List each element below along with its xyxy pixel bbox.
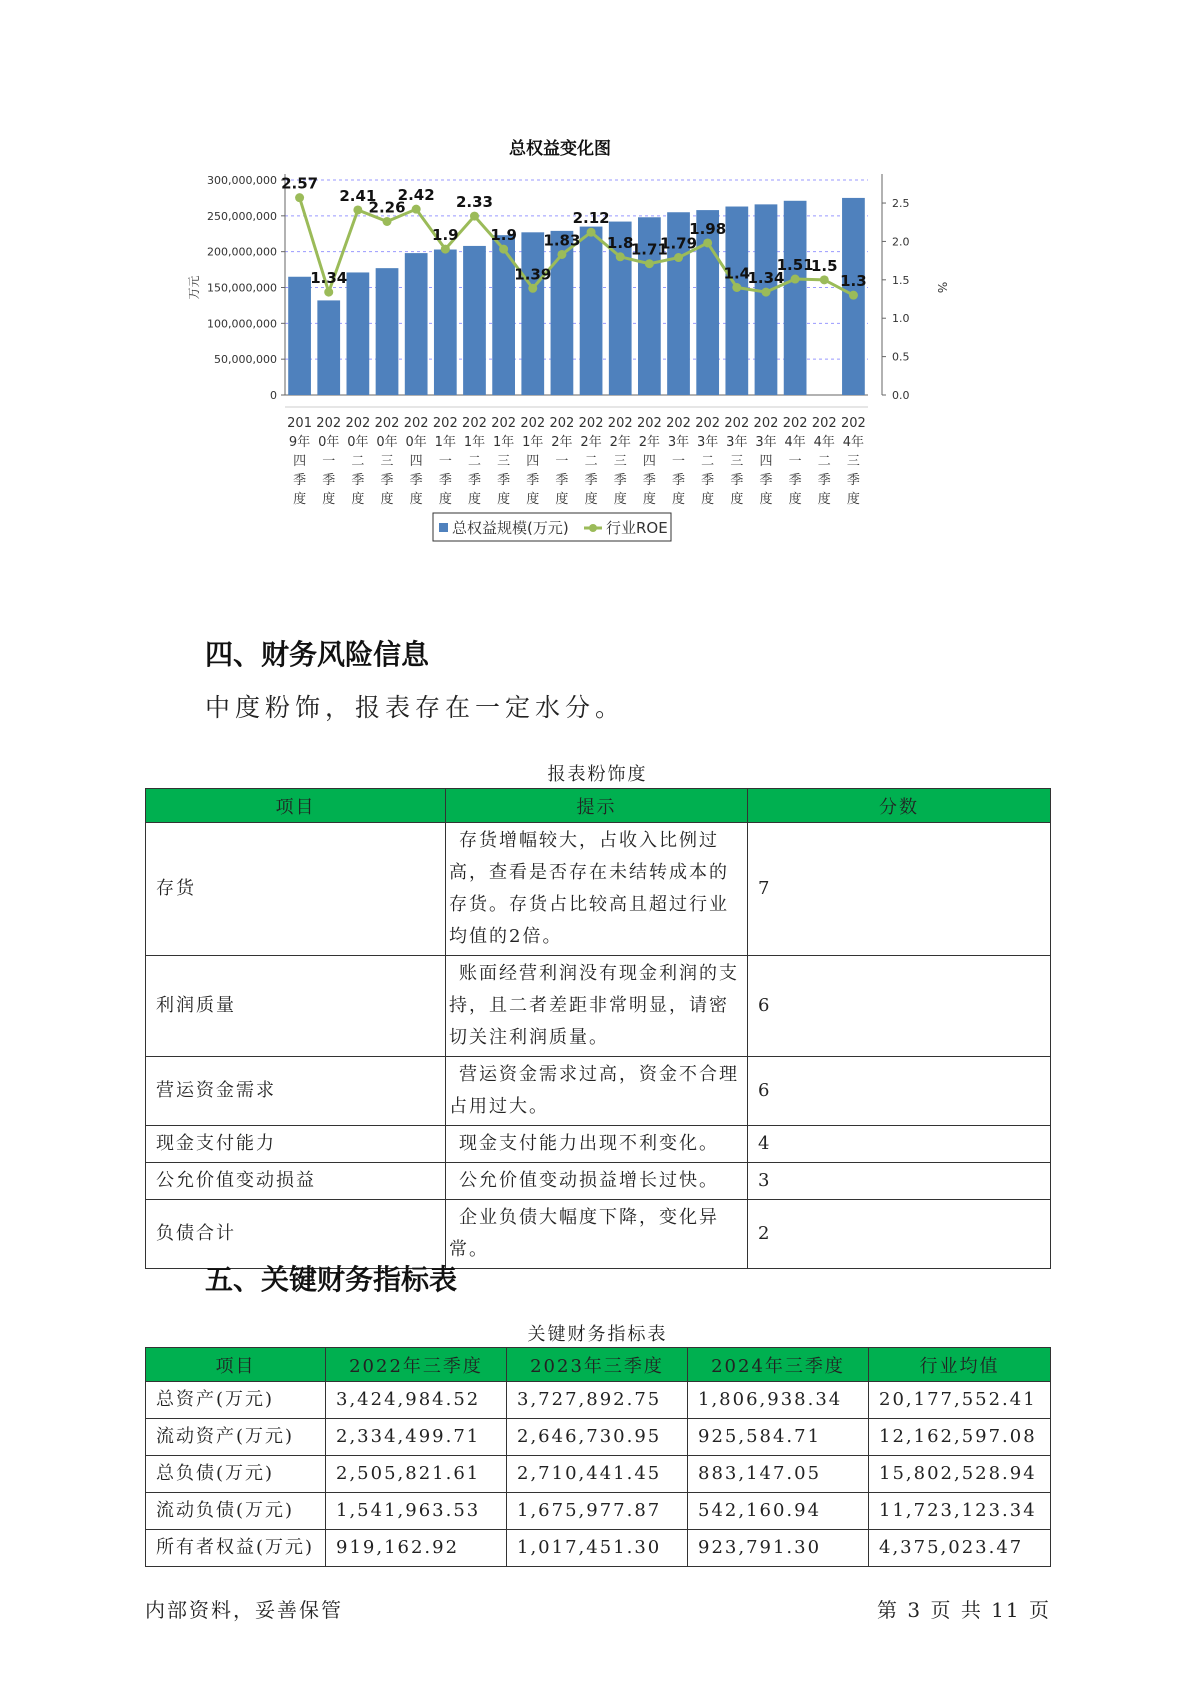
bar [376, 268, 399, 395]
roe-data-label: 1.9 [432, 226, 459, 245]
x-tick-label: 0年 [347, 435, 369, 450]
equity-chart-svg [170, 130, 950, 600]
x-tick-label: 一 [322, 454, 336, 469]
x-tick-label: 季 [380, 473, 394, 488]
risk-score: 2 [748, 1200, 1051, 1269]
risk-table-caption: 报表粉饰度 [547, 764, 648, 785]
x-tick-label: 二 [467, 454, 481, 469]
left-tick-label: 200,000,000 [207, 245, 277, 259]
risk-table-header [146, 789, 1051, 823]
x-tick-label: 2年 [580, 435, 602, 450]
bar [405, 253, 428, 395]
roe-point [820, 275, 829, 284]
bar [521, 232, 544, 395]
x-tick-label: 度 [322, 492, 336, 507]
x-tick-label: 3年 [755, 435, 777, 450]
bar [347, 272, 370, 395]
x-tick-label: 度 [380, 492, 394, 507]
kpi-2022: 919,162.92 [326, 1530, 507, 1567]
legend-bar-swatch [439, 523, 448, 532]
x-tick-label: 四 [526, 454, 540, 469]
roe-point [528, 284, 537, 293]
table-row [146, 1419, 1051, 1456]
x-tick-label: 一 [438, 454, 452, 469]
kpi-2024: 925,584.71 [688, 1419, 869, 1456]
right-tick-label: 2.5 [892, 197, 910, 211]
x-tick-label: 季 [846, 473, 860, 488]
roe-data-label: 1.83 [543, 231, 581, 250]
x-tick-label: 4年 [784, 435, 806, 450]
risk-item: 现金支付能力 [146, 1126, 446, 1163]
roe-data-label: 1.39 [514, 265, 552, 284]
roe-point [791, 275, 800, 284]
x-tick-label: 202 [345, 416, 371, 431]
bar [434, 250, 457, 395]
kpi-avg: 11,723,123.34 [869, 1493, 1051, 1530]
roe-data-label: 1.9 [490, 226, 517, 245]
x-tick-label: 度 [409, 492, 423, 507]
table-row [146, 1382, 1051, 1419]
x-tick-label: 季 [467, 473, 481, 488]
bar [463, 246, 486, 395]
roe-data-label: 1.79 [660, 234, 698, 253]
roe-point [616, 252, 625, 261]
roe-point [324, 288, 333, 297]
x-tick-label: 202 [403, 416, 429, 431]
header-score: 分数 [748, 789, 1051, 823]
x-tick-label: 季 [642, 473, 656, 488]
table-row [146, 1163, 1051, 1200]
risk-score: 6 [748, 1057, 1051, 1126]
left-axis-label: 万元 [187, 275, 201, 300]
x-tick-label: 2年 [609, 435, 631, 450]
x-tick-label: 0年 [405, 435, 427, 450]
x-tick-label: 度 [555, 492, 569, 507]
roe-data-label: 2.57 [281, 174, 319, 193]
x-tick-label: 2年 [551, 435, 573, 450]
risk-tip: 现金支付能力出现不利变化。 [446, 1126, 748, 1163]
x-tick-label: 季 [584, 473, 598, 488]
x-tick-label: 度 [817, 492, 831, 507]
roe-point [674, 253, 683, 262]
roe-data-label: 1.34 [747, 269, 785, 288]
x-tick-label: 度 [672, 492, 686, 507]
kpi-2024: 883,147.05 [688, 1456, 869, 1493]
x-tick-label: 三 [730, 454, 744, 469]
x-tick-label: 202 [811, 416, 837, 431]
x-tick-label: 202 [374, 416, 400, 431]
risk-score: 7 [748, 823, 1051, 956]
roe-data-label: 2.42 [397, 186, 435, 205]
x-tick-label: 二 [584, 454, 598, 469]
x-tick-label: 202 [578, 416, 604, 431]
kpi-item: 总资产(万元) [146, 1382, 326, 1419]
x-tick-label: 9年 [288, 435, 311, 450]
risk-score: 4 [748, 1126, 1051, 1163]
x-tick-label: 三 [613, 454, 627, 469]
roe-point [645, 259, 654, 268]
x-tick-label: 一 [555, 454, 569, 469]
x-tick-label: 度 [788, 492, 802, 507]
x-tick-label: 季 [817, 473, 831, 488]
kpi-avg: 20,177,552.41 [869, 1382, 1051, 1419]
right-tick-label: 1.5 [892, 273, 910, 287]
roe-data-label: 1.51 [776, 256, 814, 275]
x-tick-label: 3年 [697, 435, 719, 450]
x-tick-label: 1年 [492, 435, 515, 450]
table-row [146, 956, 1051, 1057]
roe-data-label: 1.8 [606, 233, 634, 252]
roe-point [383, 217, 392, 226]
bar [288, 277, 311, 395]
x-tick-label: 度 [526, 492, 540, 507]
x-tick-label: 二 [701, 454, 715, 469]
risk-note: 中度粉饰，报表存在一定水分。 [205, 693, 626, 722]
left-tick-label: 50,000,000 [214, 353, 277, 367]
x-tick-label: 2年 [638, 435, 661, 450]
kpi-item: 总负债(万元) [146, 1456, 326, 1493]
risk-score: 3 [748, 1163, 1051, 1200]
risk-item: 存货 [146, 823, 446, 956]
x-tick-label: 季 [497, 473, 511, 488]
risk-tip: 账面经营利润没有现金利润的支持，且二者差距非常明显，请密切关注利润质量。 [446, 956, 748, 1057]
right-axis-label: % [935, 281, 949, 294]
kpi-2023: 2,710,441.45 [507, 1456, 688, 1493]
x-tick-label: 度 [351, 492, 365, 507]
x-tick-label: 202 [636, 416, 662, 431]
legend-bar-label: 总权益规模(万元) [452, 519, 569, 537]
section4-title: 四、财务风险信息 [205, 638, 430, 671]
x-tick-label: 202 [316, 416, 342, 431]
chart-title: 总权益变化图 [509, 139, 611, 159]
footer-page-number: 第 3 页 共 11 页 [877, 1598, 1051, 1622]
table-row [146, 1530, 1051, 1567]
bar [580, 227, 603, 395]
kpi-table-caption: 关键财务指标表 [527, 1324, 668, 1345]
header-industry-avg: 行业均值 [869, 1348, 1051, 1382]
x-tick-label: 度 [701, 492, 715, 507]
risk-item: 负债合计 [146, 1200, 446, 1269]
x-tick-label: 季 [293, 473, 307, 488]
x-tick-label: 度 [497, 492, 511, 507]
roe-data-label: 1.71 [630, 240, 668, 259]
left-tick-label: 250,000,000 [207, 209, 277, 223]
x-tick-label: 202 [695, 416, 721, 431]
x-tick-label: 季 [613, 473, 627, 488]
risk-score: 6 [748, 956, 1051, 1057]
x-tick-label: 度 [467, 492, 481, 507]
left-tick-label: 150,000,000 [207, 281, 277, 295]
x-tick-label: 季 [730, 473, 744, 488]
x-tick-label: 202 [549, 416, 575, 431]
x-tick-label: 202 [607, 416, 633, 431]
x-tick-label: 二 [817, 454, 831, 469]
x-tick-label: 度 [730, 492, 744, 507]
x-tick-label: 202 [432, 416, 458, 431]
kpi-table-header [146, 1348, 1051, 1382]
table-row [146, 823, 1051, 956]
x-tick-label: 3年 [667, 435, 690, 450]
kpi-avg: 4,375,023.47 [869, 1530, 1051, 1567]
risk-item: 利润质量 [146, 956, 446, 1057]
x-tick-label: 202 [782, 416, 808, 431]
x-tick-label: 3年 [726, 435, 748, 450]
kpi-2023: 1,017,451.30 [507, 1530, 688, 1567]
roe-point [499, 245, 508, 254]
right-tick-label: 0.0 [892, 389, 910, 402]
roe-data-label: 1.98 [689, 219, 727, 238]
header-item: 项目 [146, 1348, 326, 1382]
x-tick-label: 二 [351, 454, 365, 469]
x-tick-label: 度 [584, 492, 598, 507]
x-tick-label: 1年 [522, 435, 544, 450]
kpi-table [145, 1347, 1051, 1567]
kpi-2023: 2,646,730.95 [507, 1419, 688, 1456]
x-tick-label: 度 [642, 492, 656, 507]
header-item: 项目 [146, 789, 446, 823]
x-tick-label: 季 [555, 473, 569, 488]
x-tick-label: 201 [287, 416, 312, 431]
x-tick-label: 度 [438, 492, 452, 507]
risk-tip: 存货增幅较大，占收入比例过高，查看是否存在未结转成本的存货。存货占比较高且超过行业均值的2倍。 [446, 823, 748, 956]
kpi-2024: 1,806,938.34 [688, 1382, 869, 1419]
x-tick-label: 202 [520, 416, 546, 431]
bar [317, 300, 340, 395]
x-tick-label: 四 [759, 454, 773, 469]
bar [784, 201, 807, 395]
x-tick-label: 季 [672, 473, 686, 488]
x-tick-label: 202 [724, 416, 750, 431]
kpi-2022: 2,505,821.61 [326, 1456, 507, 1493]
roe-point [295, 193, 304, 202]
roe-point [557, 250, 566, 259]
x-tick-label: 季 [788, 473, 802, 488]
x-tick-label: 季 [701, 473, 715, 488]
table-row [146, 1493, 1051, 1530]
risk-tip: 企业负债大幅度下降，变化异常。 [446, 1200, 748, 1269]
legend-line-marker [589, 524, 597, 532]
roe-point [470, 212, 479, 221]
right-tick-label: 2.0 [892, 235, 910, 249]
kpi-2022: 3,424,984.52 [326, 1382, 507, 1419]
risk-tip: 营运资金需求过高，资金不合理占用过大。 [446, 1057, 748, 1126]
roe-data-label: 2.12 [572, 209, 610, 228]
table-row [146, 1057, 1051, 1126]
bar [755, 204, 778, 395]
x-tick-label: 202 [753, 416, 779, 431]
x-tick-label: 度 [759, 492, 773, 507]
x-tick-label: 季 [438, 473, 452, 488]
x-tick-label: 度 [846, 492, 860, 507]
x-tick-label: 季 [322, 473, 336, 488]
roe-point [761, 288, 770, 297]
x-tick-label: 202 [462, 416, 487, 431]
x-tick-label: 四 [642, 454, 656, 469]
x-tick-label: 一 [672, 454, 686, 469]
x-tick-label: 1年 [463, 435, 486, 450]
risk-item: 公允价值变动损益 [146, 1163, 446, 1200]
bar [725, 207, 748, 395]
x-tick-label: 季 [759, 473, 773, 488]
roe-data-label: 2.41 [339, 186, 377, 205]
roe-data-label: 1.4 [723, 264, 751, 283]
roe-point [849, 291, 858, 300]
roe-point [587, 228, 596, 237]
x-tick-label: 三 [497, 454, 511, 469]
equity-chart [170, 130, 950, 600]
risk-item: 营运资金需求 [146, 1057, 446, 1126]
kpi-2022: 1,541,963.53 [326, 1493, 507, 1530]
kpi-2024: 923,791.30 [688, 1530, 869, 1567]
roe-point [441, 245, 450, 254]
x-tick-label: 季 [526, 473, 540, 488]
kpi-2023: 3,727,892.75 [507, 1382, 688, 1419]
kpi-item: 所有者权益(万元) [146, 1530, 326, 1567]
right-tick-label: 1.0 [892, 312, 910, 326]
roe-point [703, 238, 712, 247]
kpi-item: 流动资产(万元) [146, 1419, 326, 1456]
x-tick-label: 202 [666, 416, 691, 431]
left-tick-label: 100,000,000 [207, 317, 277, 331]
table-row [146, 1456, 1051, 1493]
roe-data-label: 2.33 [455, 193, 493, 212]
table-row [146, 1126, 1051, 1163]
x-tick-label: 度 [293, 492, 307, 507]
header-2023q3: 2023年三季度 [507, 1348, 688, 1382]
x-tick-label: 季 [409, 473, 423, 488]
x-tick-label: 度 [613, 492, 627, 507]
x-tick-label: 1年 [434, 435, 456, 450]
legend-line-label: 行业ROE [606, 519, 668, 537]
roe-point [353, 205, 362, 214]
header-2022q3: 2022年三季度 [326, 1348, 507, 1382]
roe-point [412, 205, 421, 214]
x-tick-label: 0年 [376, 435, 398, 450]
footer-confidential: 内部资料，妥善保管 [145, 1598, 343, 1622]
roe-data-label: 1.34 [310, 269, 348, 288]
section5-title: 五、关键财务指标表 [205, 1263, 458, 1296]
roe-data-label: 2.26 [368, 198, 406, 217]
header-2024q3: 2024年三季度 [688, 1348, 869, 1382]
kpi-avg: 15,802,528.94 [869, 1456, 1051, 1493]
x-tick-label: 三 [846, 454, 860, 469]
kpi-2023: 1,675,977.87 [507, 1493, 688, 1530]
x-tick-label: 0年 [318, 435, 340, 450]
kpi-item: 流动负债(万元) [146, 1493, 326, 1530]
right-tick-label: 0.5 [892, 350, 910, 364]
x-tick-label: 202 [491, 416, 517, 431]
kpi-avg: 12,162,597.08 [869, 1419, 1051, 1456]
x-tick-label: 4年 [813, 435, 835, 450]
header-tip: 提示 [446, 789, 748, 823]
roe-point [732, 283, 741, 292]
risk-tip: 公允价值变动损益增长过快。 [446, 1163, 748, 1200]
roe-data-label: 1.5 [810, 256, 838, 275]
kpi-2024: 542,160.94 [688, 1493, 869, 1530]
x-tick-label: 季 [351, 473, 365, 488]
kpi-2022: 2,334,499.71 [326, 1419, 507, 1456]
risk-table [145, 788, 1051, 1269]
x-tick-label: 三 [380, 454, 394, 469]
left-tick-label: 300,000,000 [207, 174, 277, 187]
x-tick-label: 四 [409, 454, 423, 469]
roe-data-label: 1.3 [840, 272, 867, 291]
x-tick-label: 一 [788, 454, 802, 469]
left-tick-label: 0 [270, 389, 277, 402]
x-tick-label: 4年 [842, 435, 865, 450]
x-tick-label: 四 [293, 454, 307, 469]
x-tick-label: 202 [841, 416, 866, 431]
